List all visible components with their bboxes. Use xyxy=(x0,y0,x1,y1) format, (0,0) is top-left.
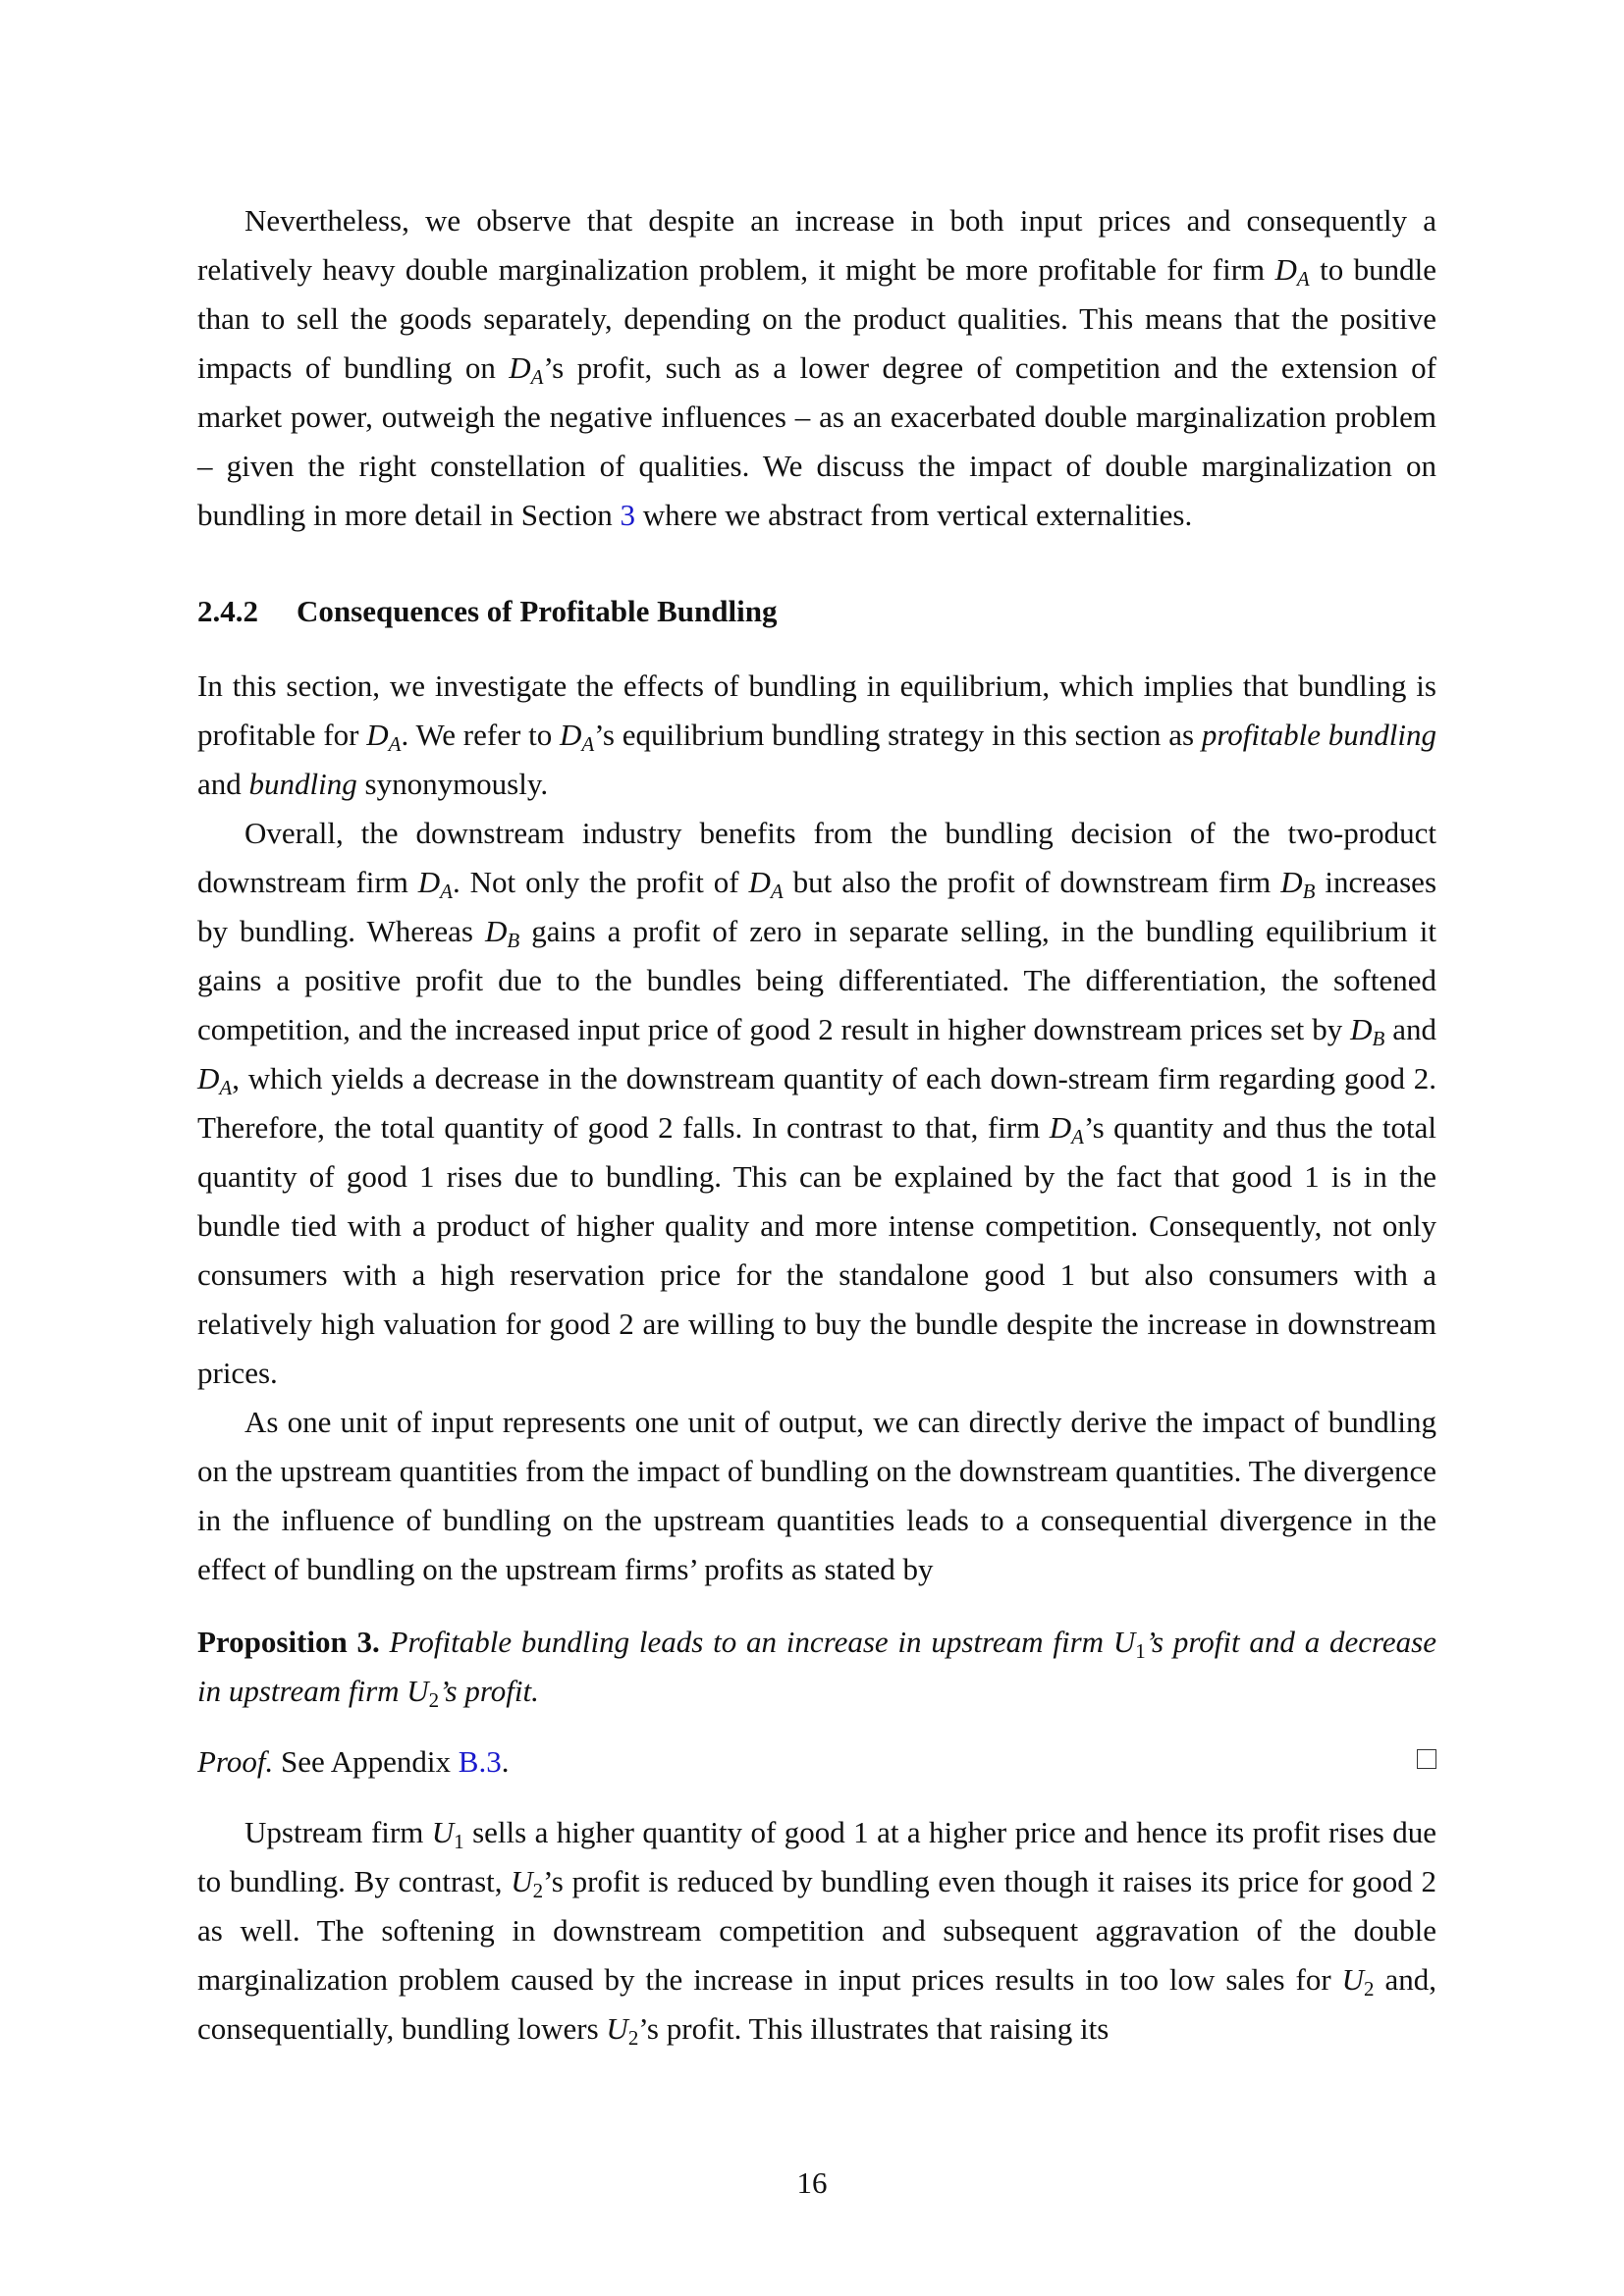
section-heading: 2.4.2 Consequences of Profitable Bundling xyxy=(197,594,778,628)
math-DB: $D_B$ xyxy=(1280,865,1316,903)
math-DA: $D_A$ xyxy=(417,865,453,903)
math-U1: $U_1$ xyxy=(1112,1625,1146,1663)
math-DB: $D_B$ xyxy=(484,914,520,952)
paragraph-5: Upstream firm $U_1$ sells a higher quantity of good 1 at a higher price and hence its profit rises due to bundling. By contrast, $U_2’s$ profit is reduced by bundling even though it raises its price for good 2 as well. The softening in downstream competition and subsequent aggravation of the double marginalization problem caused by the increase in input prices results in too low sales for $U_2$ and, consequentially, bundling lowers $U_2’s$ profit. This illustrates that raising its xyxy=(197,1815,1436,2050)
proof-label: Proof. xyxy=(197,1744,274,1779)
math-DA: $D_A$ xyxy=(366,718,402,756)
paragraph-3: Overall, the downstream industry benefits from the bundling decision of the two-product downstream firm $D_A$. Not only the profit of $D_A$ but also the profit of downstream firm $D_B$ increases by bundling. Whereas $D_B$ gains a profit of zero in separate selling, in the bundling equilibrium it gains a positive profit due to the bundles being differentiated. The differentiation, the softened competition, and the increased input price of good 2 result in higher downstream prices set by $D_B$ and $D_A$, which yields a decrease in the downstream quantity of each down-stream firm regarding good 2. Therefore, the total quantity of good 2 falls. In contrast to that, firm $D_A’s$ quantity and thus the total quantity of good 1 rises due to bundling. This can be explained by the fact that good 1 is in the bundle tied with a product of higher quality and more intense competition. Consequently, not only consumers with a high reservation price for the standalone good 1 but also consumers with a relatively high valuation for good 2 are willing to buy the bundle despite the increase in downstream prices. xyxy=(197,816,1437,1390)
math-DA: $D_A$ xyxy=(1049,1110,1084,1148)
math-DA: $D_A$ xyxy=(1274,252,1310,291)
section-link[interactable]: 3 xyxy=(620,498,635,532)
page-body xyxy=(197,196,1436,2054)
math-U2: $U_2$ xyxy=(511,1864,544,1902)
paragraph-1: Nevertheless, we observe that despite an increase in both input prices and consequently a relatively heavy double marginalization problem, it might be more profitable for firm $D_A$ to bundle than to sell the goods separately, depending on the product qualities. This means that the positive impacts of bundling on $D_A’s$ profit, such as a lower degree of competition and the extension of market power, outweigh the negative influences – as an exacerbated double marginalization problem – given the right constellation of qualities. We discuss the impact of double marginalization on bundling in more detail in Section 3 where we abstract from vertical externalities. xyxy=(197,203,1436,532)
paragraph-4: As one unit of input represents one unit of output, we can directly derive the impact of bundling on the upstream quantities from the impact of bundling on the downstream quantities. The divergence in the influence of bundling on the upstream quantities leads to a consequential divergence in the effect of bundling on the upstream firms’ profits as stated by xyxy=(197,1405,1436,1586)
proposition-label: Proposition 3. xyxy=(197,1625,380,1659)
appendix-link[interactable]: B.3 xyxy=(458,1744,502,1779)
math-DA: $D_A$ xyxy=(509,350,544,389)
math-DA: $D_A$ xyxy=(748,865,784,903)
math-DA: $D_A$ xyxy=(560,718,595,756)
math-U2: $U_2$ xyxy=(1341,1962,1375,2001)
math-U2: $U_2$ xyxy=(406,1674,440,1712)
math-DA: $D_A$ xyxy=(197,1061,233,1099)
math-U2: $U_2$ xyxy=(606,2011,639,2050)
math-U1: $U_1$ xyxy=(431,1815,464,1853)
page-number: 16 xyxy=(796,2165,828,2200)
proof: Proof. See Appendix B.3. xyxy=(197,1737,1436,1787)
qed-square-icon xyxy=(1417,1749,1436,1769)
math-DB: $D_B$ xyxy=(1350,1012,1385,1050)
paragraph-2: In this section, we investigate the effects of bundling in equilibrium, which implies that bundling is profitable for $D_A$. We refer to $D_A’s$ equilibrium bundling strategy in this section as profitable bundling and bundling synonymously. xyxy=(197,668,1436,801)
proposition-3: Proposition 3. Profitable bundling leads to an increase in upstream firm $U_1’s$ profit and a decrease in upstream firm $U_2’s$ profit. xyxy=(197,1625,1436,1712)
